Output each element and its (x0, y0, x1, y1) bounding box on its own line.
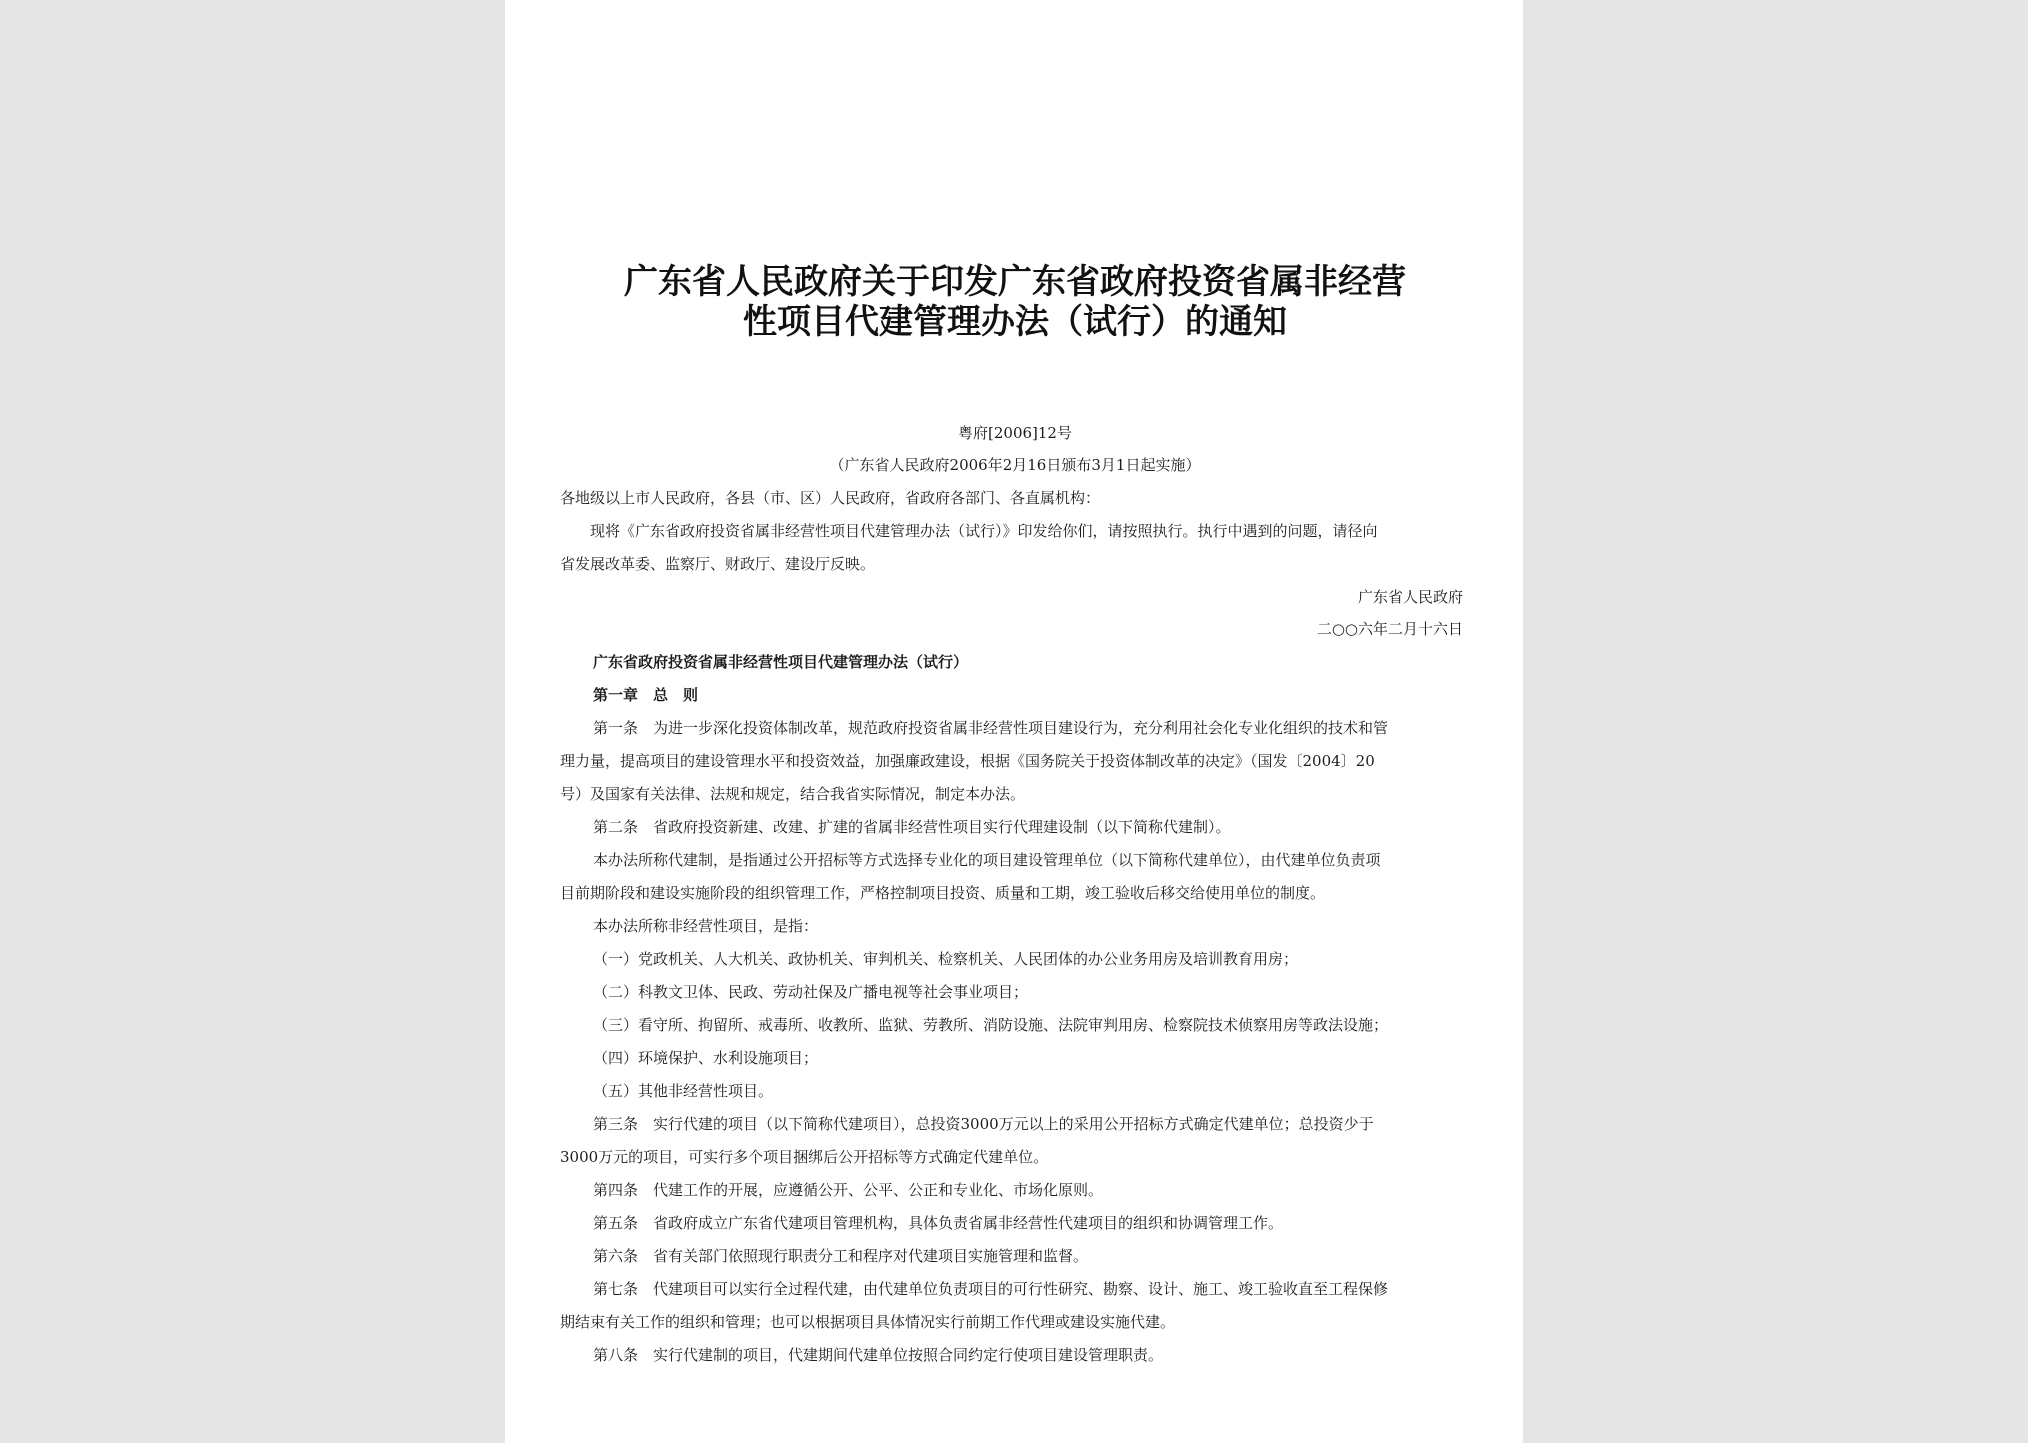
chapter-heading: 第一章 总 则 (593, 686, 699, 704)
body-line: 号）及国家有关法律、法规和规定，结合我省实际情况，制定本办法。 (560, 785, 1026, 803)
document-page (505, 0, 1523, 1443)
body-line: 本办法所称代建制，是指通过公开招标等方式选择专业化的项目建设管理单位（以下简称代建单位），由代建单位负责项 (593, 851, 1381, 869)
body-line: （三）看守所、拘留所、戒毒所、收教所、监狱、劳教所、消防设施、法院审判用房、检察院技术侦察用房等政法设施； (593, 1016, 1389, 1034)
measures-title: 广东省政府投资省属非经营性项目代建管理办法（试行） (593, 653, 969, 671)
body-line: 第二条 省政府投资新建、改建、扩建的省属非经营性项目实行代理建设制（以下简称代建制）。 (593, 818, 1231, 836)
body-line: 目前期阶段和建设实施阶段的组织管理工作，严格控制项目投资、质量和工期，竣工验收后移交给使用单位的制度。 (560, 884, 1326, 902)
title-line-1: 广东省人民政府关于印发广东省政府投资省属非经营 (624, 262, 1406, 302)
notice-body-line: 现将《广东省政府投资省属非经营性项目代建管理办法（试行）》印发给你们，请按照执行。执行中遇到的问题，请径向 (590, 522, 1378, 540)
body-line: 第八条 实行代建制的项目，代建期间代建单位按照合同约定行使项目建设管理职责。 (593, 1346, 1164, 1364)
body-line: 理力量，提高项目的建设管理水平和投资效益，加强廉政建设，根据《国务院关于投资体制改革的决定》（国发〔2004〕20 (560, 752, 1375, 770)
sign-date: 二○○六年二月十六日 (1316, 620, 1463, 638)
body-line: 3000万元的项目，可实行多个项目捆绑后公开招标等方式确定代建单位。 (560, 1148, 1049, 1166)
body-line: 第五条 省政府成立广东省代建项目管理机构，具体负责省属非经营性代建项目的组织和协调管理工作。 (593, 1214, 1284, 1232)
body-line: 第一条 为进一步深化投资体制改革，规范政府投资省属非经营性项目建设行为，充分利用社会化专业化组织的技术和管 (593, 719, 1389, 737)
body-line: （一）党政机关、人大机关、政协机关、审判机关、检察机关、人民团体的办公业务用房及培训教育用房； (593, 950, 1299, 968)
body-line: 期结束有关工作的组织和管理；也可以根据项目具体情况实行前期工作代理或建设实施代建。 (560, 1313, 1176, 1331)
signature: 广东省人民政府 (1357, 588, 1463, 606)
title-line-2: 性项目代建管理办法（试行）的通知 (743, 302, 1287, 342)
body-line: 第七条 代建项目可以实行全过程代建，由代建单位负责项目的可行性研究、勘察、设计、施工、竣工验收直至工程保修 (593, 1280, 1389, 1298)
notice-body-line: 省发展改革委、监察厅、财政厅、建设厅反映。 (560, 555, 876, 573)
body-line: （五）其他非经营性项目。 (593, 1082, 774, 1100)
body-line: （二）科教文卫体、民政、劳动社保及广播电视等社会事业项目； (593, 983, 1029, 1001)
body-line: （四）环境保护、水利设施项目； (593, 1049, 819, 1067)
body-line: 第三条 实行代建的项目（以下简称代建项目），总投资3000万元以上的采用公开招标方式确定代建单位；总投资少于 (593, 1115, 1374, 1133)
salutation: 各地级以上市人民政府，各县（市、区）人民政府，省政府各部门、各直属机构： (560, 489, 1101, 507)
document-title (565, 262, 1465, 342)
body-line: 本办法所称非经营性项目，是指： (593, 917, 819, 935)
body-line: 第四条 代建工作的开展，应遵循公开、公平、公正和专业化、市场化原则。 (593, 1181, 1104, 1199)
body-line: 第六条 省有关部门依照现行职责分工和程序对代建项目实施管理和监督。 (593, 1247, 1089, 1265)
document-number: 粤府[2006]12号 (958, 424, 1072, 442)
issue-note: （广东省人民政府2006年2月16日颁布3月1日起实施） (829, 456, 1201, 474)
